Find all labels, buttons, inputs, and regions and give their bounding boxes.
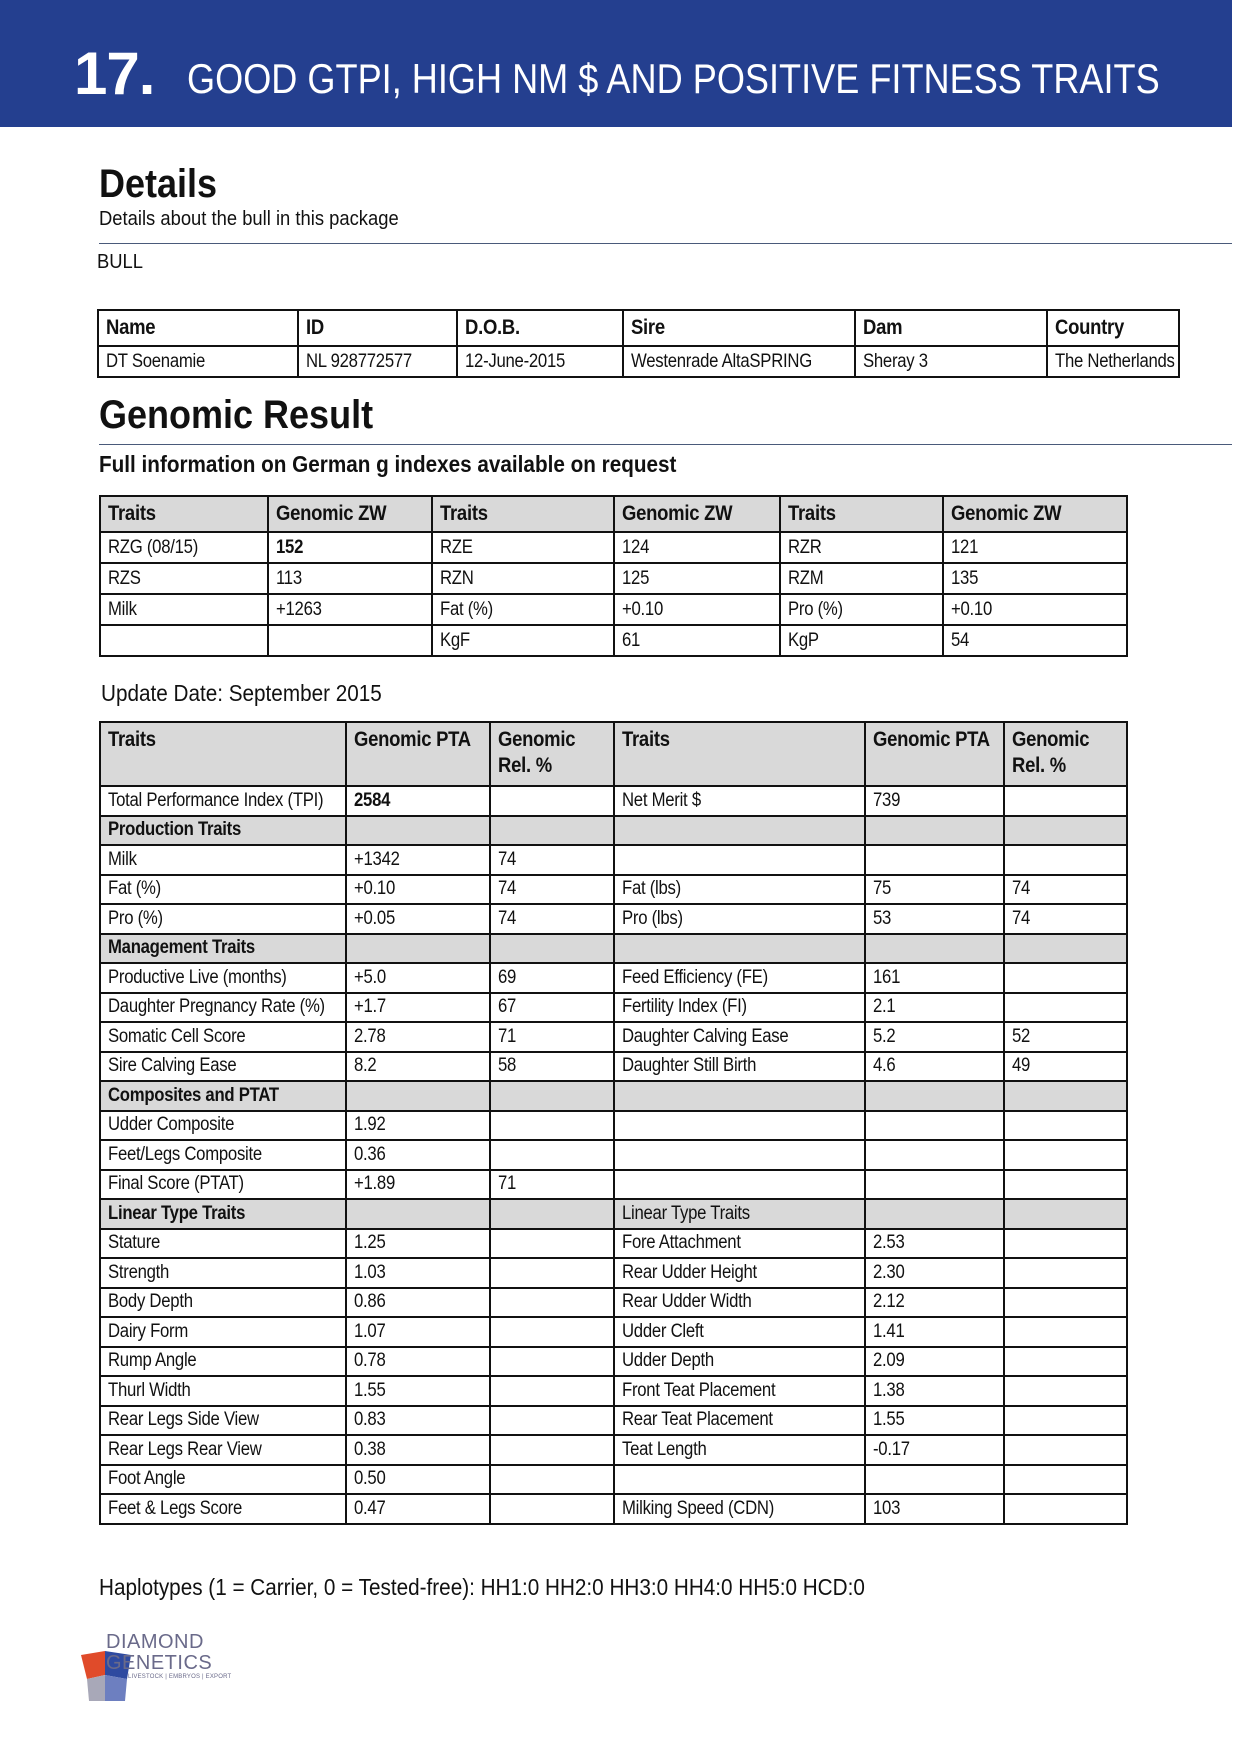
table-row [100,875,1127,905]
table-cell: 2584 [346,786,490,816]
table-cell: 49 [1004,1052,1127,1082]
table-cell [490,934,614,964]
table-cell: +1342 [346,845,490,875]
table-cell: 121 [943,532,1127,563]
german-index-table [99,495,1128,657]
table-cell [1004,786,1127,816]
table-row [100,625,1127,656]
table-cell: Milking Speed (CDN) [614,1494,865,1524]
table-row [100,1435,1127,1465]
table-cell: RZR [780,532,943,563]
table-cell: 74 [490,875,614,905]
table-cell: Daughter Pregnancy Rate (%) [100,993,346,1023]
table-cell: Strength [100,1258,346,1288]
table-cell [490,1494,614,1524]
table-cell: 74 [490,845,614,875]
table-cell: 2.30 [865,1258,1004,1288]
table-cell: 2.1 [865,993,1004,1023]
table-cell: Final Score (PTAT) [100,1170,346,1200]
table-cell [614,816,865,846]
col-header: Name [98,310,298,346]
table-row [100,1140,1127,1170]
table-cell: Rear Legs Rear View [100,1435,346,1465]
table-cell [490,1317,614,1347]
table-cell: Rear Udder Width [614,1288,865,1318]
table-cell [100,625,268,656]
table-cell [865,1199,1004,1229]
table-cell: RZM [780,563,943,594]
table-cell: 2.78 [346,1022,490,1052]
table-cell [1004,1406,1127,1436]
table-cell [614,1081,865,1111]
table-cell: 74 [490,904,614,934]
table-cell: Somatic Cell Score [100,1022,346,1052]
table-row [100,1465,1127,1495]
haplotypes-line: Haplotypes (1 = Carrier, 0 = Tested-free): HH1:0 HH2:0 HH3:0 HH4:0 HH5:0 HCD:0 [99,1574,865,1600]
table-cell [490,1081,614,1111]
col-header: Traits [432,496,614,532]
col-header: D.O.B. [457,310,623,346]
table-cell: Stature [100,1229,346,1259]
col-header: ID [298,310,457,346]
section-number: 17. [74,40,155,107]
col-header: Genomic PTA [346,722,490,786]
table-cell: 75 [865,875,1004,905]
table-cell [865,1465,1004,1495]
table-cell [1004,1317,1127,1347]
section-label: Management Traits [100,934,346,964]
table-cell: 67 [490,993,614,1023]
table-cell [614,845,865,875]
table-row [100,532,1127,563]
table-cell: 1.55 [346,1376,490,1406]
section-label: Composites and PTAT [100,1081,346,1111]
table-cell: 135 [943,563,1127,594]
table-cell: 2.09 [865,1347,1004,1377]
table-cell: Udder Cleft [614,1317,865,1347]
genomic-heading: Genomic Result [99,393,374,437]
table-cell: KgF [432,625,614,656]
table-cell: 74 [1004,875,1127,905]
table-cell: Rump Angle [100,1347,346,1377]
table-cell: Fat (%) [100,875,346,905]
table-cell: 0.38 [346,1435,490,1465]
table-cell [1004,1258,1127,1288]
table-cell [1004,1111,1127,1141]
table-row [100,1376,1127,1406]
table-cell: 5.2 [865,1022,1004,1052]
table-row [100,1258,1127,1288]
table-cell [490,1229,614,1259]
table-cell: Fore Attachment [614,1229,865,1259]
section-row [100,1081,1127,1111]
col-header: Traits [100,722,346,786]
table-cell: Net Merit $ [614,786,865,816]
table-row [100,563,1127,594]
table-cell: 125 [614,563,780,594]
table-cell [490,786,614,816]
table-row [98,346,1179,377]
table-cell: Pro (lbs) [614,904,865,934]
update-date: Update Date: September 2015 [101,680,382,706]
col-header: Country [1047,310,1179,346]
table-cell [1004,1435,1127,1465]
table-cell [346,934,490,964]
table-row [100,845,1127,875]
table-cell [1004,1170,1127,1200]
table-cell: 2.12 [865,1288,1004,1318]
table-cell [865,1170,1004,1200]
table-cell: Productive Live (months) [100,963,346,993]
table-cell: KgP [780,625,943,656]
german-index-body [100,532,1127,656]
table-cell: +0.10 [614,594,780,625]
table-cell: RZE [432,532,614,563]
table-cell: Dairy Form [100,1317,346,1347]
table-cell: Teat Length [614,1435,865,1465]
table-cell [346,1199,490,1229]
table-cell [865,934,1004,964]
col-header: Genomic Rel. % [490,722,614,786]
table-cell: 0.50 [346,1465,490,1495]
table-cell [614,934,865,964]
table-cell: 0.36 [346,1140,490,1170]
table-cell: Feet/Legs Composite [100,1140,346,1170]
table-cell [614,1111,865,1141]
bull-sire: Westenrade AltaSPRING [623,346,855,377]
table-row [100,1229,1127,1259]
genomic-pta-table [99,721,1128,1525]
table-cell: Feet & Legs Score [100,1494,346,1524]
bull-details-header [98,310,1179,346]
table-cell: 1.55 [865,1406,1004,1436]
bull-name: DT Soenamie [98,346,298,377]
table-cell: 0.47 [346,1494,490,1524]
table-row [100,1022,1127,1052]
details-divider [99,243,1232,244]
table-cell: 74 [1004,904,1127,934]
table-cell [490,1258,614,1288]
table-cell [1004,1229,1127,1259]
table-cell [1004,1081,1127,1111]
table-cell: 0.78 [346,1347,490,1377]
table-cell [1004,1288,1127,1318]
table-cell [865,816,1004,846]
logo-wordmark-line1: DIAMOND [106,1631,204,1653]
table-cell: 1.03 [346,1258,490,1288]
table-cell: 69 [490,963,614,993]
table-cell: +1.89 [346,1170,490,1200]
table-cell: +1.7 [346,993,490,1023]
table-cell: Rear Udder Height [614,1258,865,1288]
table-cell: RZS [100,563,268,594]
col-header: Genomic ZW [943,496,1127,532]
logo-wordmark-line2: GENETICS [106,1652,213,1674]
table-cell: 1.38 [865,1376,1004,1406]
col-header: Genomic Rel. % [1004,722,1127,786]
table-cell [1004,993,1127,1023]
table-cell: 739 [865,786,1004,816]
table-cell [490,1465,614,1495]
table-cell [490,1288,614,1318]
table-cell: Foot Angle [100,1465,346,1495]
section-row [100,816,1127,846]
table-cell: Daughter Still Birth [614,1052,865,1082]
table-cell: 71 [490,1170,614,1200]
genomic-note: Full information on German g indexes available on request [99,451,677,477]
col-header: Traits [614,722,865,786]
table-cell [865,1140,1004,1170]
table-cell: Feed Efficiency (FE) [614,963,865,993]
genomic-pta-header [100,722,1127,786]
bull-id: NL 928772577 [298,346,457,377]
table-row [100,1317,1127,1347]
table-cell [1004,1140,1127,1170]
table-cell: 1.92 [346,1111,490,1141]
german-index-header [100,496,1127,532]
table-cell: 71 [490,1022,614,1052]
genomic-pta-body [100,786,1127,1524]
table-cell: +0.10 [943,594,1127,625]
bull-dob: 12-June-2015 [457,346,623,377]
table-row [100,1170,1127,1200]
section-row [100,934,1127,964]
table-cell: -0.17 [865,1435,1004,1465]
table-cell [346,1081,490,1111]
table-cell: Pro (%) [780,594,943,625]
table-cell [490,1376,614,1406]
table-row [100,1111,1127,1141]
bull-label: BULL [97,251,144,273]
bull-country: The Netherlands [1047,346,1179,377]
table-cell: RZN [432,563,614,594]
col-header: Dam [855,310,1047,346]
table-cell: 61 [614,625,780,656]
bull-dam: Sheray 3 [855,346,1047,377]
table-cell [490,1406,614,1436]
table-cell [614,1140,865,1170]
table-row [100,904,1127,934]
table-cell: 113 [268,563,432,594]
table-cell [865,845,1004,875]
table-cell: Milk [100,845,346,875]
table-row [100,1406,1127,1436]
table-cell: 1.41 [865,1317,1004,1347]
table-cell: Fat (lbs) [614,875,865,905]
table-row [100,1494,1127,1524]
genomic-divider [99,444,1232,445]
table-cell: RZG (08/15) [100,532,268,563]
table-cell [1004,816,1127,846]
title-banner [0,0,1232,127]
table-cell: Thurl Width [100,1376,346,1406]
table-cell [1004,845,1127,875]
table-cell: +0.05 [346,904,490,934]
table-row [100,1052,1127,1082]
table-cell [268,625,432,656]
table-cell: 0.86 [346,1288,490,1318]
table-cell: 58 [490,1052,614,1082]
table-cell: +5.0 [346,963,490,993]
section-label: Production Traits [100,816,346,846]
details-heading: Details [99,162,218,206]
table-cell: Udder Composite [100,1111,346,1141]
table-cell: Total Performance Index (TPI) [100,786,346,816]
table-row [100,993,1127,1023]
table-cell [1004,1199,1127,1229]
table-cell [865,1081,1004,1111]
table-cell: 124 [614,532,780,563]
table-cell: 161 [865,963,1004,993]
table-row [100,963,1127,993]
table-cell: 4.6 [865,1052,1004,1082]
table-row [100,1288,1127,1318]
table-cell [1004,1494,1127,1524]
table-cell: Daughter Calving Ease [614,1022,865,1052]
table-cell: 53 [865,904,1004,934]
col-header: Traits [780,496,943,532]
table-cell: 1.07 [346,1317,490,1347]
table-cell: Rear Legs Side View [100,1406,346,1436]
table-cell: Linear Type Traits [614,1199,865,1229]
table-cell: 54 [943,625,1127,656]
section-label: Linear Type Traits [100,1199,346,1229]
bull-details-table [97,309,1180,378]
table-cell [614,1465,865,1495]
table-cell: Rear Teat Placement [614,1406,865,1436]
col-header: Traits [100,496,268,532]
table-cell: 103 [865,1494,1004,1524]
table-cell: Fat (%) [432,594,614,625]
table-cell: +0.10 [346,875,490,905]
table-cell: 0.83 [346,1406,490,1436]
table-cell: Body Depth [100,1288,346,1318]
table-cell: Pro (%) [100,904,346,934]
table-cell [490,1435,614,1465]
table-cell [490,1111,614,1141]
section-row [100,1199,1127,1229]
table-cell: 152 [268,532,432,563]
table-cell [490,816,614,846]
col-header: Genomic ZW [268,496,432,532]
table-cell [1004,934,1127,964]
table-cell [346,816,490,846]
table-cell [490,1199,614,1229]
table-cell [1004,1347,1127,1377]
table-cell [1004,1465,1127,1495]
table-cell: 8.2 [346,1052,490,1082]
table-cell [1004,1376,1127,1406]
table-cell: Milk [100,594,268,625]
logo-tagline: LIVESTOCK | EMBRYOS | EXPORT [128,1674,232,1680]
table-cell: 2.53 [865,1229,1004,1259]
table-row [100,594,1127,625]
section-title: GOOD GTPI, HIGH NM $ AND POSITIVE FITNESS TRAITS [187,55,1160,102]
table-cell [614,1170,865,1200]
table-cell: 1.25 [346,1229,490,1259]
table-cell: Fertility Index (FI) [614,993,865,1023]
col-header: Genomic ZW [614,496,780,532]
table-cell: Front Teat Placement [614,1376,865,1406]
col-header: Sire [623,310,855,346]
table-cell: Sire Calving Ease [100,1052,346,1082]
table-row [100,786,1127,816]
table-cell: Udder Depth [614,1347,865,1377]
table-cell: 52 [1004,1022,1127,1052]
table-cell [490,1347,614,1377]
table-row [100,1347,1127,1377]
table-cell [865,1111,1004,1141]
table-cell: +1263 [268,594,432,625]
table-cell [1004,963,1127,993]
col-header: Genomic PTA [865,722,1004,786]
table-cell [490,1140,614,1170]
details-subheading: Details about the bull in this package [99,208,399,230]
